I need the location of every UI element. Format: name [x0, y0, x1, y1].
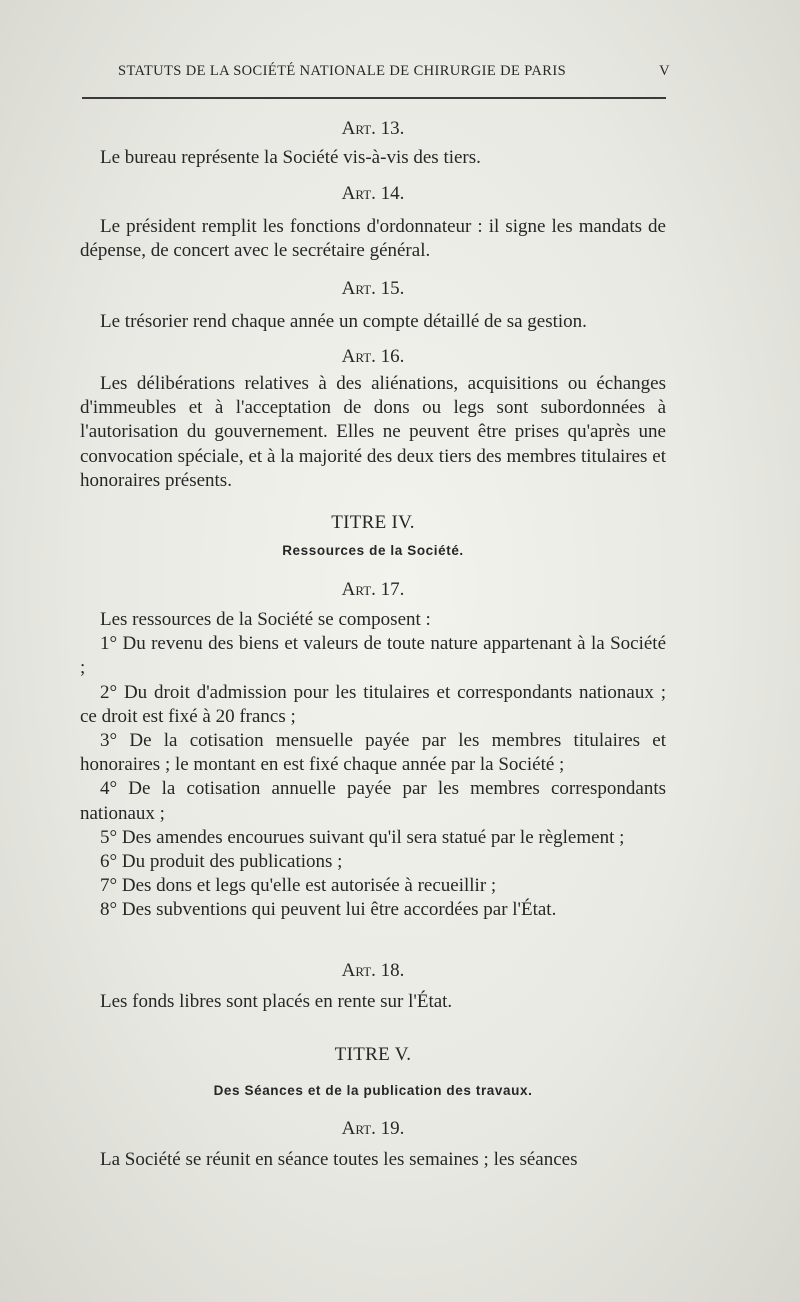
header-rule	[82, 97, 666, 99]
titre-5-heading: TITRE V.	[334, 1044, 412, 1065]
list-item: 1° Du revenu des biens et valeurs de toute nature appartenant à la Société ;	[80, 633, 666, 679]
article-14-text: Le président remplit les fonctions d'ordonnateur : il signe les mandats de dépense, de concert avec le secrétaire général.	[80, 216, 666, 262]
article-16-text: Les délibérations relatives à des aliénations, acquisitions ou échanges d'immeubles et à l'acceptation de dons ou legs sont subordonnées à l'autorisation du gouvernement. Elles ne peuvent être prises qu'après une convocation spéciale, et à la majorité des deux tiers des membres titulaires et honoraires présents.	[80, 373, 666, 491]
article-15-text: Le trésorier rend chaque année un compte détaillé de sa gestion.	[100, 311, 587, 332]
list-item: 3° De la cotisation mensuelle payée par les membres titulaires et honoraires ; le montant en est fixé chaque année par la Société ;	[80, 730, 666, 776]
article-18-heading: Art. 18.	[341, 960, 405, 981]
article-13-text: Le bureau représente la Société vis-à-vis des tiers.	[100, 147, 481, 168]
article-13-heading: Art. 13.	[341, 118, 405, 139]
article-17-intro: Les ressources de la Société se composent :	[100, 609, 431, 630]
article-14-heading: Art. 14.	[341, 183, 405, 204]
article-18-text: Les fonds libres sont placés en rente sur l'État.	[100, 991, 453, 1012]
list-item: 2° Du droit d'admission pour les titulaires et correspondants nationaux ; ce droit est fixé à 20 francs ;	[80, 681, 666, 727]
article-17-heading: Art. 17.	[341, 579, 405, 600]
page-number: V	[659, 63, 670, 79]
article-15-heading: Art. 15.	[341, 278, 405, 299]
article-19-text: La Société se réunit en séance toutes les semaines ; les séances	[100, 1149, 578, 1170]
article-19-heading: Art. 19.	[341, 1118, 405, 1139]
list-item: 4° De la cotisation annuelle payée par les membres correspondants nationaux ;	[80, 778, 666, 824]
list-item: 7° Des dons et legs qu'elle est autorisée à recueillir ;	[100, 875, 497, 897]
titre-4-heading: TITRE IV.	[331, 512, 415, 533]
titre-5-subtitle: Des Séances et de la publication des travaux.	[213, 1083, 533, 1098]
running-head	[118, 63, 670, 80]
article-17-body	[80, 608, 666, 923]
list-item: 5° Des amendes encourues suivant qu'il sera statué par le règlement ;	[100, 826, 625, 848]
list-item: 6° Du produit des publications ;	[100, 851, 343, 873]
article-16-heading: Art. 16.	[341, 346, 405, 367]
list-item: 8° Des subventions qui peuvent lui être accordées par l'État.	[100, 899, 557, 921]
running-title: STATUTS DE LA SOCIÉTÉ NATIONALE DE CHIRURGIE DE PARIS	[118, 63, 567, 79]
titre-4-subtitle: Ressources de la Société.	[282, 543, 464, 558]
